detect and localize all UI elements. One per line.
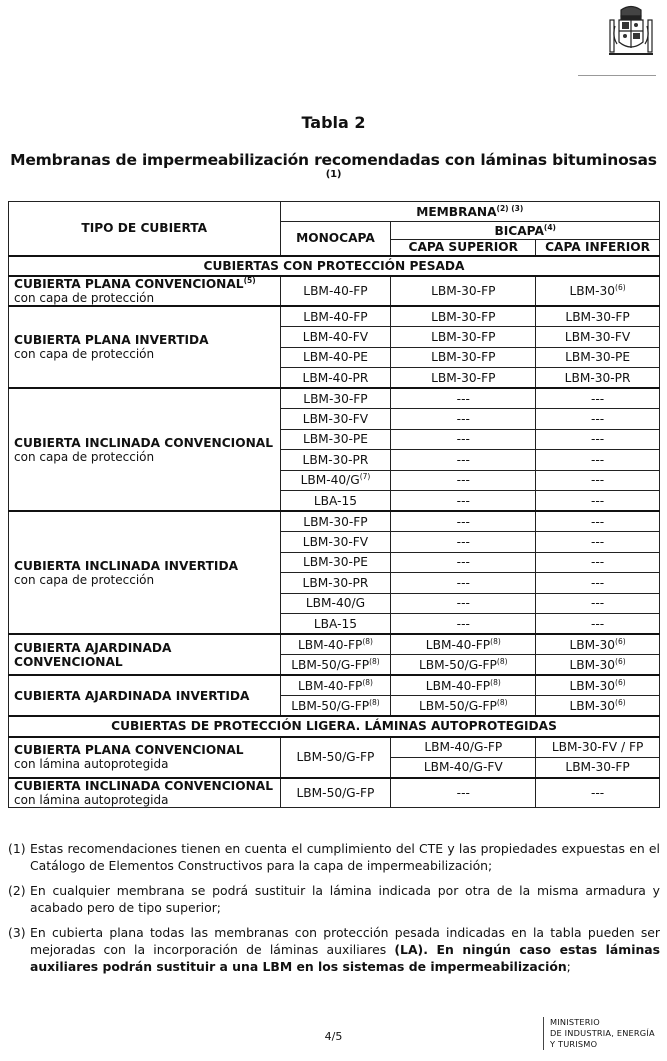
monocapa-cell: LBM-50/G-FP	[280, 778, 391, 808]
capa-superior-cell: ---	[391, 552, 536, 573]
table-row	[9, 276, 660, 306]
monocapa-cell: LBM-50/G-FP	[280, 737, 391, 778]
roof-type-subtitle: con capa de protección	[14, 572, 155, 587]
capa-superior-cell: ---	[391, 532, 536, 553]
roof-type-subtitle: con capa de protección	[14, 449, 155, 464]
coat-of-arms-icon	[606, 4, 656, 62]
capa-inferior-cell: ---	[536, 388, 660, 409]
roof-type-cell	[9, 276, 281, 306]
capa-superior-cell: ---	[391, 429, 536, 450]
capa-superior-cell: LBM-50/G-FP$^{(8)}$	[391, 696, 536, 717]
roof-type-subtitle: con capa de protección	[14, 291, 155, 305]
header-membrana: $MEMBRANA^{(2) (3)}$	[280, 202, 660, 222]
header-capa-superior: CAPA SUPERIOR	[391, 240, 536, 256]
section-title: CUBIERTAS CON PROTECCIÓN PESADA	[9, 256, 660, 277]
roof-type-title: CUBIERTA PLANA CONVENCIONAL	[14, 743, 244, 757]
capa-superior-cell: LBM-30-FP	[391, 347, 536, 368]
capa-inferior-cell: LBM-30-FP	[536, 306, 660, 327]
table-row	[9, 388, 660, 409]
monocapa-cell: LBM-30-PE	[280, 552, 391, 573]
capa-superior-cell: ---	[391, 593, 536, 614]
capa-inferior-cell: ---	[536, 532, 660, 553]
monocapa-cell: LBM-30-FP	[280, 511, 391, 532]
capa-inferior-cell: ---	[536, 614, 660, 635]
roof-type-cell	[9, 778, 281, 808]
roof-type-title: CUBIERTA AJARDINADA CONVENCIONAL	[14, 640, 172, 669]
monocapa-cell: LBM-30-FV	[280, 532, 391, 553]
capa-inferior-cell: LBM-30-PE	[536, 347, 660, 368]
capa-inferior-cell: LBM-30-PR	[536, 368, 660, 389]
capa-inferior-cell: ---	[536, 511, 660, 532]
capa-inferior-cell: LBM-30-FP	[536, 757, 660, 778]
capa-inferior-cell: ---	[536, 778, 660, 808]
roof-type-cell	[9, 388, 281, 511]
capa-superior-cell: ---	[391, 470, 536, 491]
roof-type-title: CUBIERTA PLANA CONVENCIONAL$^{(5)}$	[14, 275, 256, 291]
capa-inferior-cell: LBM-30$^{(6)}$	[536, 634, 660, 655]
capa-inferior-cell: ---	[536, 409, 660, 430]
membranes-table	[8, 201, 660, 808]
roof-type-title: CUBIERTA INCLINADA INVERTIDA	[14, 558, 238, 573]
table-label: Tabla 2	[301, 113, 366, 132]
roof-type-cell	[9, 675, 281, 716]
roof-type-title: CUBIERTA PLANA INVERTIDA	[14, 333, 209, 347]
capa-superior-cell: ---	[391, 409, 536, 430]
monocapa-cell: LBM-30-PE	[280, 429, 391, 450]
monocapa-cell: LBM-40-FP	[280, 276, 391, 306]
monocapa-cell: LBM-50/G-FP$^{(8)}$	[280, 655, 391, 676]
capa-inferior-cell: ---	[536, 450, 660, 471]
section-row	[9, 716, 660, 737]
header-bicapa: BICAPA$^{(4)}$	[391, 222, 660, 240]
capa-superior-cell: LBM-30-FP	[391, 276, 536, 306]
header-rule	[578, 75, 656, 76]
capa-superior-cell: LBM-30-FP	[391, 368, 536, 389]
table-row	[9, 511, 660, 532]
capa-inferior-cell: LBM-30-FV / FP	[536, 737, 660, 758]
footnote: (2) En cualquier membrana se podrá sustituir la lámina indicada por otra de la misma armadura y acabado pero de tipo superior;	[8, 883, 660, 915]
capa-superior-cell: LBM-50/G-FP$^{(8)}$	[391, 655, 536, 676]
roof-type-title: CUBIERTA INCLINADA CONVENCIONAL	[14, 435, 273, 450]
capa-superior-cell: LBM-30-FP	[391, 306, 536, 327]
table-row	[9, 778, 660, 808]
header-tipo: TIPO DE CUBIERTA	[9, 202, 281, 256]
section-title: CUBIERTAS DE PROTECCIÓN LIGERA. LÁMINAS AUTOPROTEGIDAS	[9, 716, 660, 737]
header-capa-inferior: CAPA INFERIOR	[536, 240, 660, 256]
capa-superior-cell: ---	[391, 491, 536, 512]
capa-superior-cell: ---	[391, 450, 536, 471]
monocapa-cell: LBM-40-FP	[280, 306, 391, 327]
capa-superior-cell: LBM-40/G-FP	[391, 737, 536, 758]
capa-inferior-cell: ---	[536, 552, 660, 573]
capa-inferior-cell: LBM-30$^{(6)}$	[536, 655, 660, 676]
monocapa-cell: LBM-40-FP$^{(8)}$	[280, 634, 391, 655]
monocapa-cell: LBM-40-FP$^{(8)}$	[280, 675, 391, 696]
capa-superior-cell: ---	[391, 573, 536, 594]
capa-superior-cell: LBM-40-FP$^{(8)}$	[391, 675, 536, 696]
table-subtitle: Membranas de impermeabilización recomendadas con láminas bituminosas $^{(1)}$	[10, 151, 657, 180]
table-row	[9, 675, 660, 696]
monocapa-cell: LBA-15	[280, 491, 391, 512]
capa-superior-cell: ---	[391, 511, 536, 532]
footnote: (1) Estas recomendaciones tienen en cuenta el cumplimiento del CTE y las propiedades expuestas en el Catálogo de Elementos Constructivos para la capa de impermeabilización;	[8, 841, 660, 873]
section-row	[9, 256, 660, 277]
roof-type-subtitle: con lámina autoprotegida	[14, 792, 169, 807]
capa-superior-cell: ---	[391, 388, 536, 409]
roof-type-title: CUBIERTA INCLINADA CONVENCIONAL	[14, 778, 273, 793]
roof-type-cell	[9, 634, 281, 675]
footnote: (3) En cubierta plana todas las membranas con protección pesada indicadas en la tabla pueden ser mejoradas con la incorporación de láminas auxiliares (LA). En ningún caso estas láminas auxiliares podrán sustituir a una LBM en los sistemas de impermeabilización;	[8, 925, 660, 974]
capa-inferior-cell: LBM-30$^{(6)}$	[536, 675, 660, 696]
header-monocapa: MONOCAPA	[280, 222, 391, 256]
roof-type-cell	[9, 306, 281, 388]
monocapa-cell: LBA-15	[280, 614, 391, 635]
monocapa-cell: LBM-40-FV	[280, 327, 391, 348]
capa-inferior-cell: ---	[536, 573, 660, 594]
roof-type-title: CUBIERTA AJARDINADA INVERTIDA	[14, 688, 250, 703]
roof-type-subtitle: con capa de protección	[14, 347, 155, 361]
capa-superior-cell: ---	[391, 614, 536, 635]
capa-inferior-cell: ---	[536, 470, 660, 491]
monocapa-cell: LBM-30-FV	[280, 409, 391, 430]
monocapa-cell: LBM-40-PR	[280, 368, 391, 389]
table-row	[9, 634, 660, 655]
capa-inferior-cell: LBM-30-FV	[536, 327, 660, 348]
monocapa-cell: LBM-50/G-FP$^{(8)}$	[280, 696, 391, 717]
capa-inferior-cell: ---	[536, 429, 660, 450]
ministry-logo: MINISTERIO DE INDUSTRIA, ENERGÍA Y TURISMO	[543, 1017, 655, 1050]
page-number: 4/5	[324, 1030, 343, 1043]
table-row	[9, 306, 660, 327]
monocapa-cell: LBM-40-PE	[280, 347, 391, 368]
capa-inferior-cell: ---	[536, 593, 660, 614]
monocapa-cell: LBM-30-PR	[280, 450, 391, 471]
monocapa-cell: LBM-30-FP	[280, 388, 391, 409]
monocapa-cell: LBM-30-PR	[280, 573, 391, 594]
monocapa-cell: LBM-$40/G^{(7)}$	[280, 470, 391, 491]
table-row	[9, 737, 660, 758]
capa-inferior-cell: ---	[536, 491, 660, 512]
roof-type-cell	[9, 737, 281, 778]
capa-inferior-cell: LBM-30$^{(6)}$	[536, 696, 660, 717]
roof-type-cell	[9, 511, 281, 634]
capa-superior-cell: ---	[391, 778, 536, 808]
roof-type-subtitle: con lámina autoprotegida	[14, 757, 169, 771]
footnotes	[8, 840, 660, 983]
capa-superior-cell: LBM-30-FP	[391, 327, 536, 348]
monocapa-cell: LBM-40/G	[280, 593, 391, 614]
capa-superior-cell: LBM-40/G-FV	[391, 757, 536, 778]
capa-inferior-cell: LBM-30$^{(6)}$	[536, 276, 660, 306]
capa-superior-cell: LBM-40-FP$^{(8)}$	[391, 634, 536, 655]
